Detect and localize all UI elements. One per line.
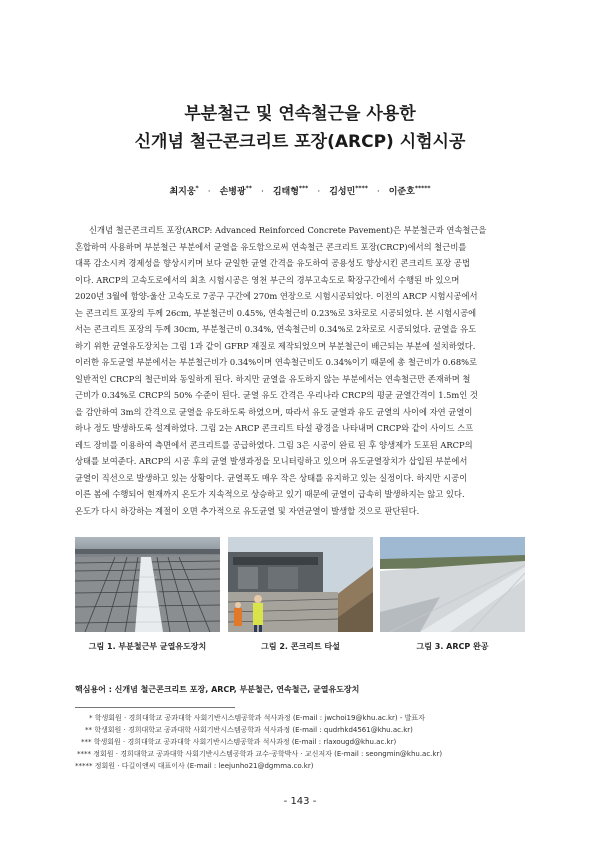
- footnote: ** 학생회원 · 경희대학교 공과대학 사회기반시스템공학과 석사과정 (E-mail : qudrhkd4561@khu.ac.kr): [85, 726, 413, 734]
- figure-1-caption: 그림 1. 부분철근부 균열유도장치: [88, 642, 207, 651]
- body-line: 온도가 다시 하강하는 계절이 오면 추가적으로 유도균열 및 자연균열이 발생할 것으로 판단된다.: [75, 505, 420, 516]
- footnote: **** 정회원 · 경희대학교 공과대학 사회기반시스템공학과 교수·공학박사 · 교신저자 (E-mail : seongmin@khu.ac.kr): [77, 750, 443, 758]
- author-list: [0, 184, 600, 197]
- rebar-mesh-photo-icon: [75, 537, 220, 632]
- author: 손병광**: [219, 185, 252, 197]
- author-separator: ·: [260, 187, 264, 197]
- body-line: 일반적인 CRCP의 철근비와 동일하게 된다. 하지만 균열을 유도하지 않는 부분에서는 연속철근만 존재하며 철: [75, 373, 471, 384]
- author: 이준호*****: [388, 185, 431, 197]
- author: 최지웅*: [169, 185, 199, 197]
- keywords: 핵심용어 : 신개념 철근콘크리트 포장, ARCP, 부분철근, 연속철근, 균열유도장치: [75, 685, 360, 694]
- page-number: - 143 -: [283, 796, 317, 807]
- author: 김성민****: [329, 185, 368, 197]
- body-line: 상태를 보여준다. ARCP의 시공 후의 균열 발생과정을 모니터링하고 있으며 유도균열장치가 삽입된 부분에서: [75, 456, 468, 466]
- figure-2-caption: 그림 2. 콘크리트 타설: [261, 642, 340, 651]
- body-line: 이다. ARCP의 고속도로에서의 최초 시험시공은 영천 부근의 경부고속도로 확장구간에서 수행된 바 있으며: [75, 274, 460, 285]
- author-separator: ·: [317, 187, 321, 197]
- body-line: 이러한 유도균열 부분에서는 부분철근비가 0.34%이며 연속철근비도 0.34%이기 때문에 총 철근비가 0.68%로: [75, 357, 477, 367]
- body-paragraph: [75, 222, 532, 519]
- footnote-divider: [75, 707, 235, 708]
- body-line: 는 콘크리트 포장의 두께 26cm, 부분철근비 0.45%, 연속철근비 0.23%로 3차로로 시공되었다. 본 시험시공에: [75, 307, 477, 318]
- author-separator: ·: [207, 187, 211, 197]
- body-line: 대폭 감소시켜 경제성을 향상시키며 보다 균일한 균열 간격을 유도하여 공용성도 향상시킨 콘크리트 포장 공법: [75, 258, 470, 268]
- body-line: 을 감안하여 3m의 간격으로 균열을 유도하도록 하였으며, 따라서 유도 균열과 유도 균열의 사이에 자연 균열이: [75, 406, 473, 417]
- paper-title-line1: 부분철근 및 연속철근을 사용한: [184, 104, 416, 124]
- author: 김태형***: [272, 185, 309, 197]
- body-line: 신개념 철근콘크리트 포장(ARCP: Advanced Reinforced Concrete Pavement)은 부분철근과 연속철근을: [89, 225, 487, 235]
- body-line: 서는 콘크리트 포장의 두께 30cm, 부분철근비 0.34%, 연속철근비 0.34%로 2차로로 시공되었다. 균열을 유도: [75, 324, 477, 334]
- paving-equipment-photo-icon: [228, 537, 373, 632]
- figure-2-paving-photo: [228, 537, 373, 632]
- figure-3-completed-road-photo: [380, 537, 525, 632]
- body-line: 2020년 3월에 함양-울산 고속도로 7공구 구간에 270m 연장으로 시험시공되었다. 이전의 ARCP 시험시공에서: [75, 291, 478, 301]
- body-line: 레드 장비를 이용하여 측면에서 콘크리트를 공급하였다. 그림 3은 시공이 완료 된 후 양생제가 도포된 ARCP의: [75, 439, 473, 450]
- body-line: 하기 위한 균열유도장치는 그림 1과 같이 GFRP 재질로 제작되었으며 부분철근이 배근되는 부분에 설치하였다.: [75, 340, 476, 351]
- figure-3-caption: 그림 3. ARCP 완공: [416, 642, 489, 651]
- finished-road-photo-icon: [380, 537, 525, 632]
- figure-1-rebar-photo: [75, 537, 220, 632]
- body-line: 하나 정도 발생하도록 설계하였다. 그림 2는 ARCP 콘크리트 타설 광경을 나타내며 CRCP와 같이 사이드 스프: [75, 423, 474, 433]
- footnote: ***** 정회원 · 다길이앤씨 대표이사 (E-mail : leejunho21@dgmma.co.kr): [75, 762, 314, 770]
- body-line: 혼합하여 사용하며 부분철근 부분에서 균열을 유도함으로써 연속철근 콘크리트 포장(CRCP)에서의 철근비를: [75, 241, 467, 252]
- body-line: 균열이 직선으로 발생하고 있는 상황이다. 균열폭도 매우 작은 상태를 유지하고 있는 실정이다. 하지만 시공이: [75, 472, 468, 483]
- footnote: * 학생회원 · 경희대학교 공과대학 사회기반시스템공학과 석사과정 (E-mail : jwchoi19@khu.ac.kr) - 발표자: [89, 714, 425, 722]
- body-line: 근비가 0.34%로 CRCP의 50% 수준이 된다. 균열 유도 간격은 우리나라 CRCP의 평균 균열간격이 1.5m인 것: [75, 390, 478, 400]
- paper-title-line2: 신개념 철근콘크리트 포장(ARCP) 시험시공: [134, 132, 466, 152]
- body-line: 이른 봄에 수행되어 현재까지 온도가 지속적으로 상승하고 있기 때문에 균열이 급속히 발생하지는 않고 있다.: [75, 489, 465, 499]
- author-separator: ·: [376, 187, 380, 197]
- footnote: *** 학생회원 · 경희대학교 공과대학 사회기반시스템공학과 석사과정 (E-mail : rlaxougd@khu.ac.kr): [81, 738, 397, 746]
